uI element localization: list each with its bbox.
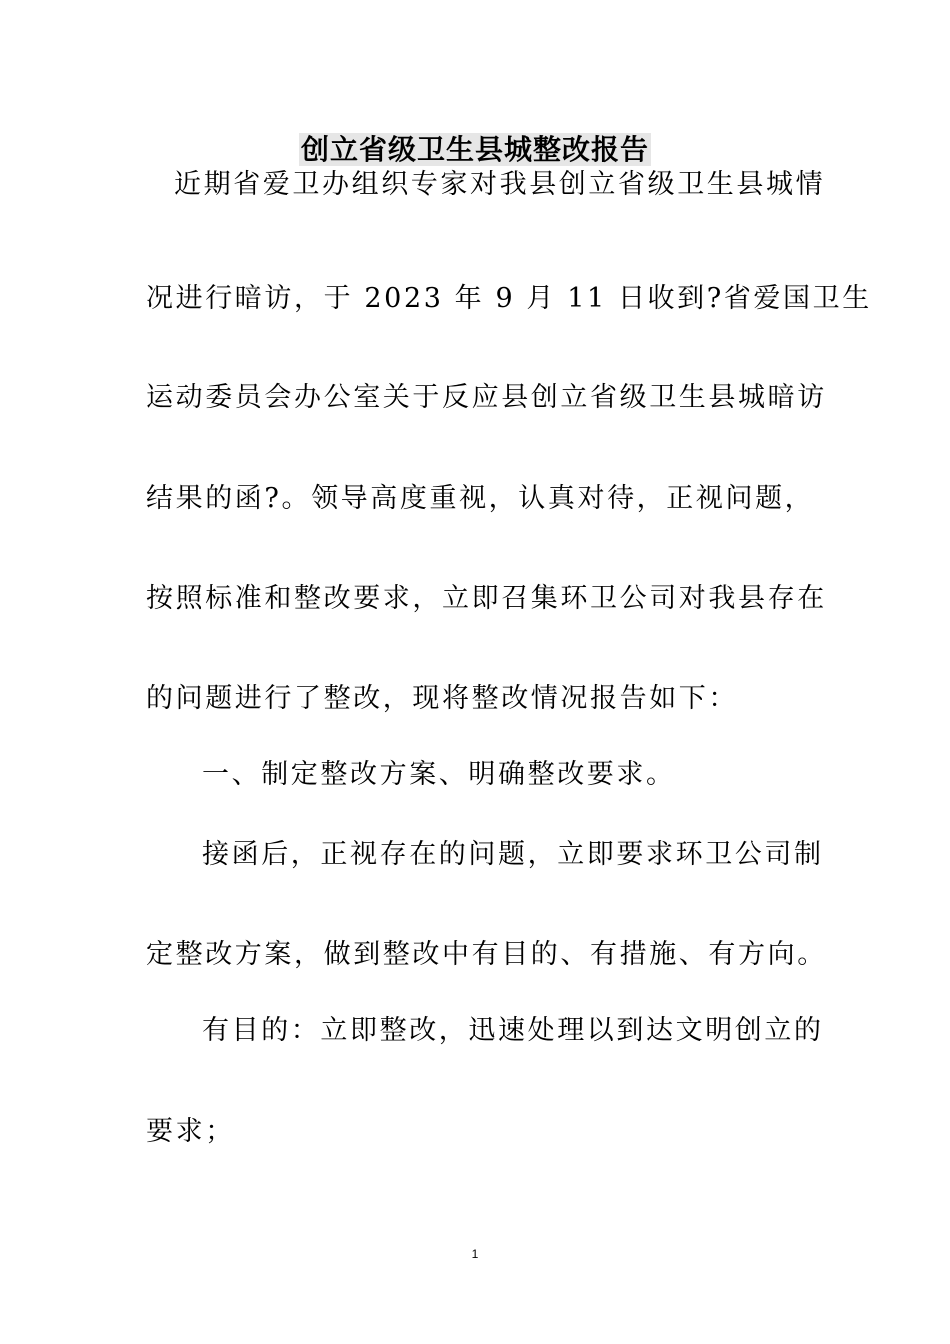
paragraph-line-4: 结果的函?。领导高度重视，认真对待，正视问题，	[146, 483, 815, 514]
paragraph-line-2: 况进行暗访，于 2023 年 9 月 11 日收到?省爱国卫生	[146, 283, 872, 314]
document-title-text: 创立省级卫生县城整改报告	[300, 133, 649, 166]
paragraph-line-8: 定整改方案，做到整改中有目的、有措施、有方向。	[146, 939, 827, 970]
paragraph-line-10: 要求；	[146, 1116, 235, 1147]
paragraph-line-1: 近期省爱卫办组织专家对我县创立省级卫生县城情	[174, 169, 826, 200]
page-number: 1	[471, 1247, 479, 1261]
paragraph-line-9: 有目的：立即整改，迅速处理以到达文明创立的	[202, 1015, 824, 1046]
paragraph-line-3: 运动委员会办公室关于反应县创立省级卫生县城暗访	[146, 382, 827, 413]
paragraph-line-5: 按照标准和整改要求，立即召集环卫公司对我县存在	[146, 583, 827, 614]
section-heading-1: 一、制定整改方案、明确整改要求。	[202, 759, 676, 790]
paragraph-line-7: 接函后，正视存在的问题，立即要求环卫公司制	[202, 839, 824, 870]
document-title	[0, 130, 950, 170]
paragraph-line-6: 的问题进行了整改，现将整改情况报告如下：	[146, 683, 738, 714]
